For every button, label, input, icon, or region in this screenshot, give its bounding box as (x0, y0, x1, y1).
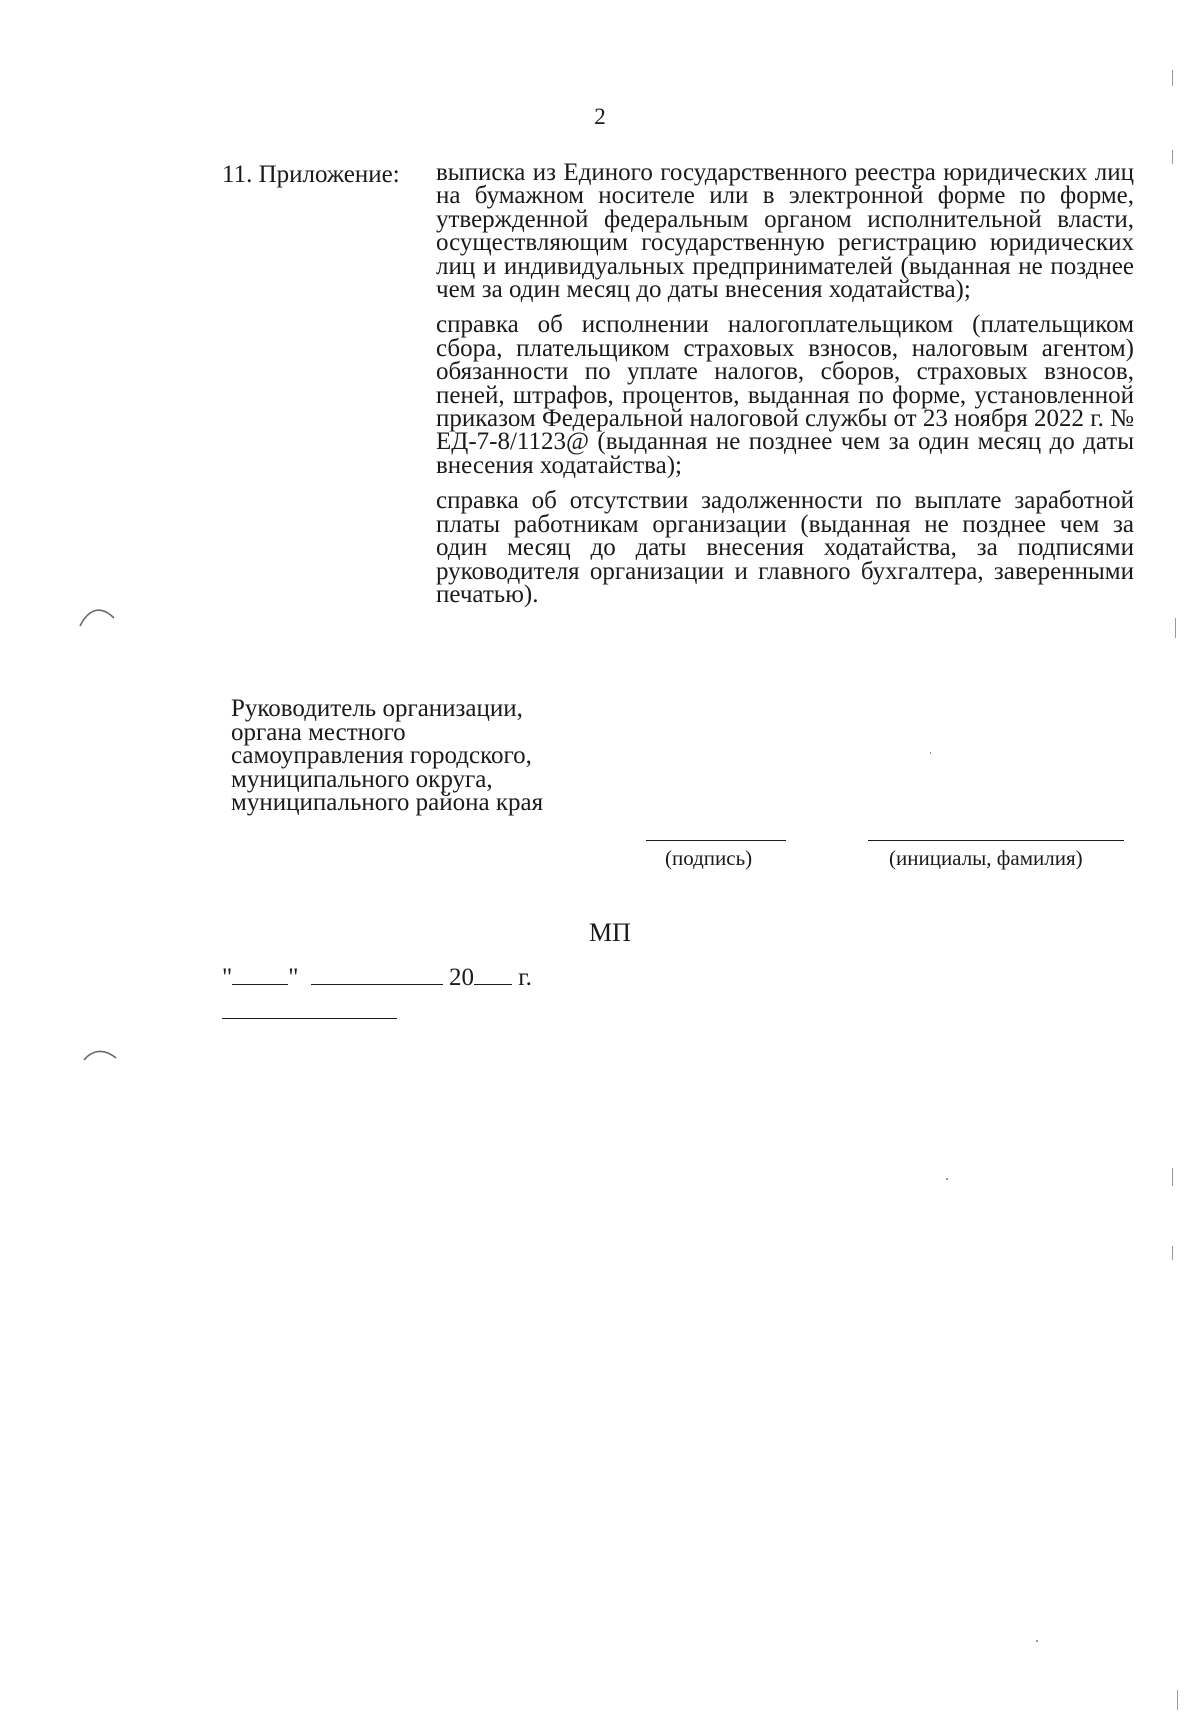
scan-artifact-mark (82, 1046, 118, 1064)
stamp-mark: МП (589, 918, 631, 947)
signatory-title-line: органа местного (231, 718, 406, 746)
name-caption: (инициалы, фамилия) (889, 846, 1083, 870)
date-open-quote: " (222, 964, 233, 991)
scan-artifact-dot (1036, 1640, 1038, 1642)
scan-artifact-line (1177, 1690, 1178, 1710)
name-line (868, 840, 1124, 841)
scan-artifact-dot (946, 1178, 948, 1180)
date-line (222, 962, 532, 992)
signatory-title-line: муниципального района края (231, 789, 544, 817)
attachment-item-tax-certificate: справка об исполнении налогоплательщиком (плательщиком сбора, плательщиком страховых взносов, налоговым агентом) обязанности по уплате налогов, сборов, страховых взносов, пеней, штрафов, процентов, выданная по форме, установленной приказом Федеральной налоговой службы от 23 ноября 2022 г. № ЕД-7-8/1123@ (выданная не позднее чем за один месяц до даты внесения ходатайства); (436, 311, 1134, 479)
scan-artifact-line (1175, 618, 1176, 638)
scan-artifact-line (1172, 150, 1173, 164)
page-number: 2 (594, 104, 606, 129)
signatory-title (231, 697, 591, 815)
scan-artifact-line (1172, 1168, 1173, 1186)
attachment-item-salary-certificate: справка об отсутствии задолженности по выплате заработной платы работникам организации (выданная не позднее чем за один месяц до даты внесения ходатайства, за подписями руководителя организации и главного бухгалтера, заверенными печатью). (436, 487, 1134, 608)
attachment-item-egrul: выписка из Единого государственного реестра юридических лиц на бумажном носителе или в электронной форме по форме, утвержденной федеральным органом исполнительной власти, осуществляющим государственную регистрацию юридических лиц и индивидуальных предпринимателей (выданная не позднее чем за один месяц до даты внесения ходатайства); (436, 159, 1134, 304)
year-suffix: г. (518, 964, 532, 991)
scan-artifact-line (1172, 70, 1173, 86)
day-blank (232, 962, 288, 985)
section-label: 11. Приложение: (222, 161, 400, 188)
signatory-title-line: муниципального округа, (231, 765, 493, 793)
signature-line (646, 840, 786, 841)
year-blank (474, 962, 512, 985)
footnote-rule (222, 1018, 397, 1019)
scan-artifact-dot (930, 752, 931, 754)
scan-artifact-mark (78, 600, 118, 630)
year-prefix: 20 (448, 964, 474, 991)
scan-artifact-line (1172, 1246, 1173, 1260)
attachments-list (436, 161, 1134, 606)
signature-caption: (подпись) (665, 846, 753, 870)
signatory-title-line: Руководитель организации, (231, 695, 523, 722)
signatory-title-line: самоуправления городского, (231, 742, 532, 770)
date-close-quote: " (288, 964, 299, 991)
month-blank (311, 962, 443, 985)
